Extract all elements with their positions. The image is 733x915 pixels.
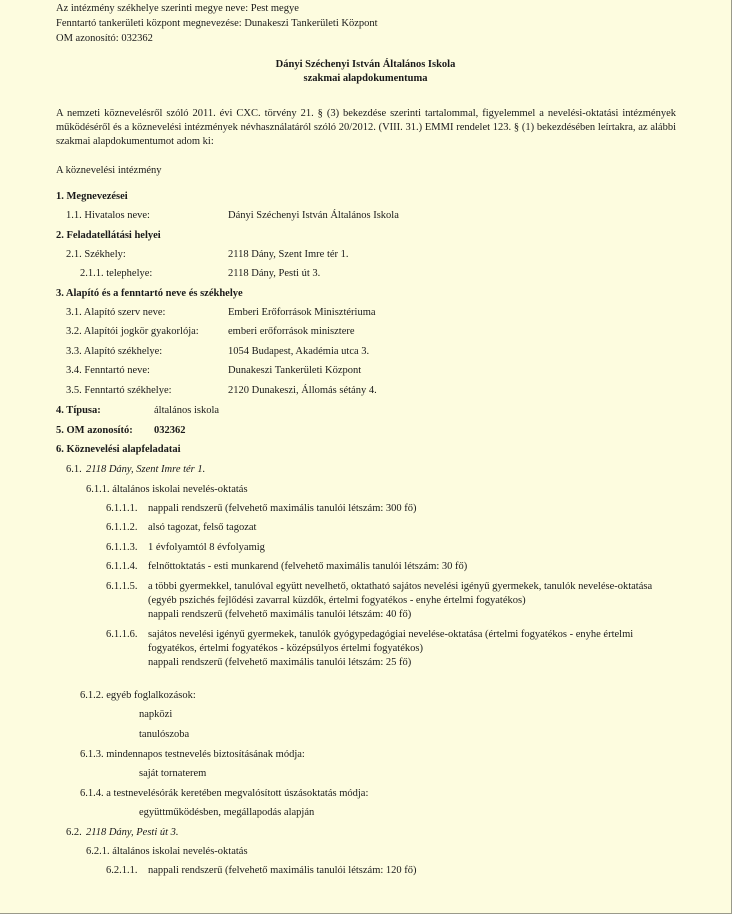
item-6-1-1-2-text: alsó tagozat, felső tagozat [148,522,257,533]
item-6-1-1-6-number: 6.1.1.6. [106,629,138,640]
item-6-1-3: 6.1.3. mindennapos testnevelés biztosításának módja: [80,749,305,760]
om-line: OM azonosító: 032362 [56,33,153,44]
item-6-1-1: 6.1.1. általános iskolai nevelés-oktatás [86,484,248,495]
row-3-1-value: Emberi Erőforrások Minisztériuma [228,307,376,318]
row-3-5-label: 3.5. Fenntartó székhelye: [66,385,172,396]
row-3-2-value: emberi erőforrások minisztere [228,326,355,337]
county-line: Az intézmény székhelye szerinti megye neve: Pest megye [56,3,299,14]
row-2-1-value: 2118 Dány, Szent Imre tér 1. [228,249,349,260]
item-6-1-1-3-text: 1 évfolyamtól 8 évfolyamig [148,542,265,553]
item-6-1-1-6-text: sajátos nevelési igényű gyermekek, tanulók gyógypedagógiai nevelése-oktatása (értelmi fogyatékos - enyhe értelmi fogyatékos, értelmi fogyatékos - középsúlyos értelmi fogyatékos) [148,629,634,654]
intro-paragraph: A nemzeti köznevelésről szóló 2011. évi CXC. törvény 21. § (3) bekezdése szerinti tartalommal, figyelemmel a nevelési-oktatási intézmények működéséről és a köznevelési intézmények névhasználatáról szóló 20/2012. (VIII. 31.) EMMI rendelet 123. § (1) bekezdésében leírtakra, az alábbi szakmai alapdokumentumot adom ki: [56,108,676,147]
row-3-2-label: 3.2. Alapítói jogkör gyakorlója: [66,326,199,337]
item-6-1-1-4-text: felnőttoktatás - esti munkarend (felvehető maximális tanulói létszám: 30 fő) [148,561,468,572]
maintainer-line: Fenntartó tankerületi központ megnevezése: Dunakeszi Tankerületi Központ [56,18,378,29]
item-6-1-1-4-number: 6.1.1.4. [106,561,138,572]
section-6-heading: 6. Köznevelési alapfeladatai [56,444,181,455]
site-2-address: 2118 Dány, Pesti út 3. [86,827,179,838]
item-6-2-1-1-text: nappali rendszerű (felvehető maximális tanulói létszám: 120 fő) [148,865,417,876]
item-6-1-1-6-sub: nappali rendszerű (felvehető maximális tanulói létszám: 25 fő) [148,657,412,668]
item-6-1-1-3-number: 6.1.1.3. [106,542,138,553]
item-6-1-1-5-sub: nappali rendszerű (felvehető maximális tanulói létszám: 40 fő) [148,609,412,620]
section-2-heading: 2. Feladatellátási helyei [56,230,161,241]
section-4-label: 4. Típusa: [56,405,101,416]
row-3-3-label: 3.3. Alapító székhelye: [66,346,163,357]
item-6-1-1-1-text: nappali rendszerű (felvehető maximális tanulói létszám: 300 fő) [148,503,417,514]
site-2-number: 6.2. [66,827,82,838]
row-2-1-label: 2.1. Székhely: [66,249,126,260]
row-3-1-label: 3.1. Alapító szerv neve: [66,307,166,318]
site-1-address: 2118 Dány, Szent Imre tér 1. [86,464,206,475]
row-2-1-1-value: 2118 Dány, Pesti út 3. [228,268,321,279]
row-2-1-1-label: 2.1.1. telephelye: [80,268,153,279]
item-6-1-1-2-number: 6.1.1.2. [106,522,138,533]
item-6-1-4: 6.1.4. a testnevelésórák keretében megvalósított úszásoktatás módja: [80,788,369,799]
item-6-1-1-5-number: 6.1.1.5. [106,581,138,592]
section-3-heading: 3. Alapító és a fenntartó neve és székhelye [56,288,243,299]
row-3-4-label: 3.4. Fenntartó neve: [66,365,150,376]
item-6-2-1-1-number: 6.2.1.1. [106,865,138,876]
subject-line: A köznevelési intézmény [56,165,162,176]
document-subtitle: szakmai alapdokumentuma [303,73,428,84]
section-5-label: 5. OM azonosító: [56,425,133,436]
site-1-number: 6.1. [66,464,82,475]
item-6-1-4-a: együttműködésben, megállapodás alapján [139,807,315,818]
section-5-value: 032362 [154,425,186,436]
row-3-3-value: 1054 Budapest, Akadémia utca 3. [228,346,370,357]
item-6-1-2: 6.1.2. egyéb foglalkozások: [80,690,196,701]
row-1-1-value: Dányi Széchenyi István Általános Iskola [228,210,399,221]
item-6-1-3-a: saját tornaterem [139,768,207,779]
item-6-1-2-b: tanulószoba [139,729,190,740]
item-6-1-1-1-number: 6.1.1.1. [106,503,138,514]
item-6-1-2-a: napközi [139,709,173,720]
item-6-2-1: 6.2.1. általános iskolai nevelés-oktatás [86,846,248,857]
row-3-4-value: Dunakeszi Tankerületi Központ [228,365,362,376]
row-1-1-label: 1.1. Hivatalos neve: [66,210,150,221]
section-1-heading: 1. Megnevezései [56,191,128,202]
item-6-1-1-5-text: a többi gyermekkel, tanulóval együtt nevelhető, oktatható sajátos nevelési igényű gyermekek, tanulók nevelése-oktatása (egyéb pszichés fejlődési zavarral küzdők, értelmi fogyatékos - enyhe értelmi fogyatékos) [148,581,653,606]
row-3-5-value: 2120 Dunakeszi, Állomás sétány 4. [228,385,377,396]
section-4-value: általános iskola [154,405,220,416]
document-title: Dányi Széchenyi István Általános Iskola [275,59,456,70]
